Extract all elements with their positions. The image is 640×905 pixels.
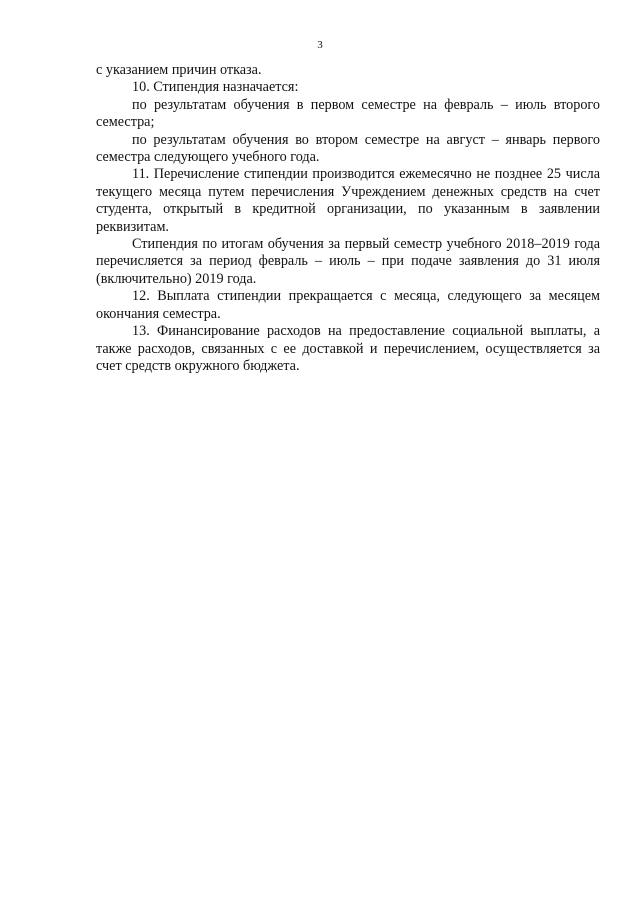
paragraph-first-semester-results: по результатам обучения в первом семестре на февраль – июль второго семестра; <box>96 96 600 131</box>
page-number: 3 <box>317 39 323 51</box>
paragraph-11-transfer: 11. Перечисление стипендии производится ежемесячно не позднее 25 числа текущего месяца путем перечисления Учреждением денежных средств на счет студента, открытый в кредитной организации, по указанным в заявлении реквизитам. <box>96 166 600 235</box>
paragraph-second-semester-results: по результатам обучения во втором семестре на август – январь первого семестра следующего учебного года. <box>96 131 600 166</box>
paragraph-first-semester-2018-2019: Стипендия по итогам обучения за первый семестр учебного 2018–2019 года перечисляется за период февраль – июль – при подаче заявления до 31 июля (включительно) 2019 года. <box>96 236 600 287</box>
document-body <box>96 62 600 375</box>
paragraph-refusal-reasons: с указанием причин отказа. <box>96 62 262 78</box>
paragraph-12-payment-termination: 12. Выплата стипендии прекращается с месяца, следующего за месяцем окончания семестра. <box>96 288 600 322</box>
paragraph-10-scholarship-assigned: 10. Стипендия назначается: <box>132 79 299 96</box>
paragraph-13-financing: 13. Финансирование расходов на предоставление социальной выплаты, а также расходов, связанных с ее доставкой и перечислением, осуществляется за счет средств окружного бюджета. <box>96 323 600 374</box>
